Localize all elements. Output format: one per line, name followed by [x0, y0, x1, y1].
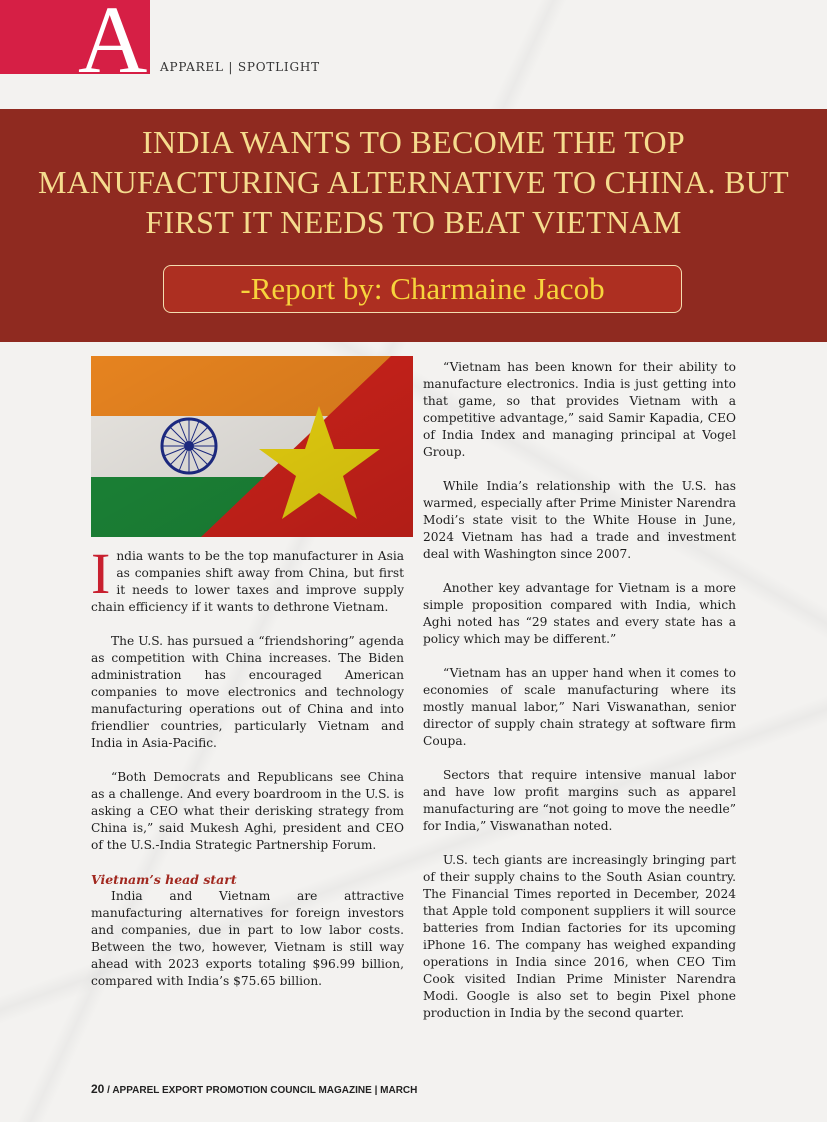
article-paragraph: “Both Democrats and Republicans see China as a challenge. And every boardroom in the U.S. is asking a CEO what their derisking strategy from China is,” said Mukesh Aghi, president and CEO of the U.S.-India Strategic Partnership Forum. [91, 770, 404, 852]
page-footer [91, 1082, 417, 1096]
page-title: INDIA WANTS TO BECOME THE TOP MANUFACTURING ALTERNATIVE TO CHINA. BUT FIRST IT NEEDS TO BEAT VIETNAM [38, 124, 789, 240]
article-paragraph [91, 541, 404, 616]
paragraph-text: ndia wants to be the top manufacturer in Asia as companies shift away from China, but first it needs to lower taxes and improve supply chain efficiency if it wants to dethrone Vietnam. [91, 549, 404, 614]
section-label: APPAREL | SPOTLIGHT [160, 60, 320, 74]
dropcap: I [91, 541, 111, 606]
page-number: 20 [91, 1082, 105, 1096]
byline-text: -Report by: Charmaine Jacob [240, 271, 605, 306]
article-paragraph: The U.S. has pursued a “friendshoring” agenda as competition with China increases. The Biden administration has encouraged American companies to move electronics and technology manufacturing operations out of China and into friendlier countries, particularly Vietnam and India in Asia-Pacific. [91, 634, 404, 750]
article-paragraph: While India’s relationship with the U.S. has warmed, especially after Prime Minister Narendra Modi’s state visit to the White House in June, 2024 Vietnam has had a trade and investment deal with Washington since 2007. [423, 479, 736, 561]
footer-text: / APPAREL EXPORT PROMOTION COUNCIL MAGAZINE | MARCH [107, 1085, 418, 1096]
article-right-column [423, 359, 736, 1022]
article-paragraph: Another key advantage for Vietnam is a more simple proposition compared with India, which Aghi noted has “29 states and every state has a policy which may be different.” [423, 581, 736, 646]
article-paragraph: “Vietnam has been known for their ability to manufacture electronics. India is just getting into that game, so that provides Vietnam with a competitive advantage,” said Samir Kapadia, CEO of India Index and managing principal at Vogel Group. [423, 360, 736, 459]
article-paragraph: Sectors that require intensive manual labor and have low profit margins such as apparel manufacturing are “not going to move the needle” for India,” Viswanathan noted. [423, 768, 736, 833]
magazine-logo [0, 0, 150, 93]
article-paragraph: “Vietnam has an upper hand when it comes to economies of scale manufacturing where its mostly manual labor,” Nari Viswanathan, senior director of supply chain strategy at software firm Coupa. [423, 666, 736, 748]
india-vietnam-flags-image [91, 356, 413, 537]
section-subheading: Vietnam’s head start [91, 872, 237, 887]
article-paragraph: India and Vietnam are attractive manufacturing alternatives for foreign investors and companies, due in part to low labor costs. Between the two, however, Vietnam is still way ahead with 2023 exports totaling $96.99 billion, compared with India’s $75.65 billion. [91, 889, 404, 988]
byline-box [163, 265, 682, 313]
article-left-column [91, 541, 404, 990]
logo-letter: A [78, 0, 148, 93]
article-paragraph: U.S. tech giants are increasingly bringing part of their supply chains to the South Asian country. The Financial Times reported in December, 2024 that Apple told component suppliers it will source batteries from Indian factories for its upcoming iPhone 16. The company has weighed expanding operations in India since 2016, when CEO Tim Cook visited Indian Prime Minister Narendra Modi. Google is also set to begin Pixel phone production in India by the second quarter. [423, 853, 736, 1020]
